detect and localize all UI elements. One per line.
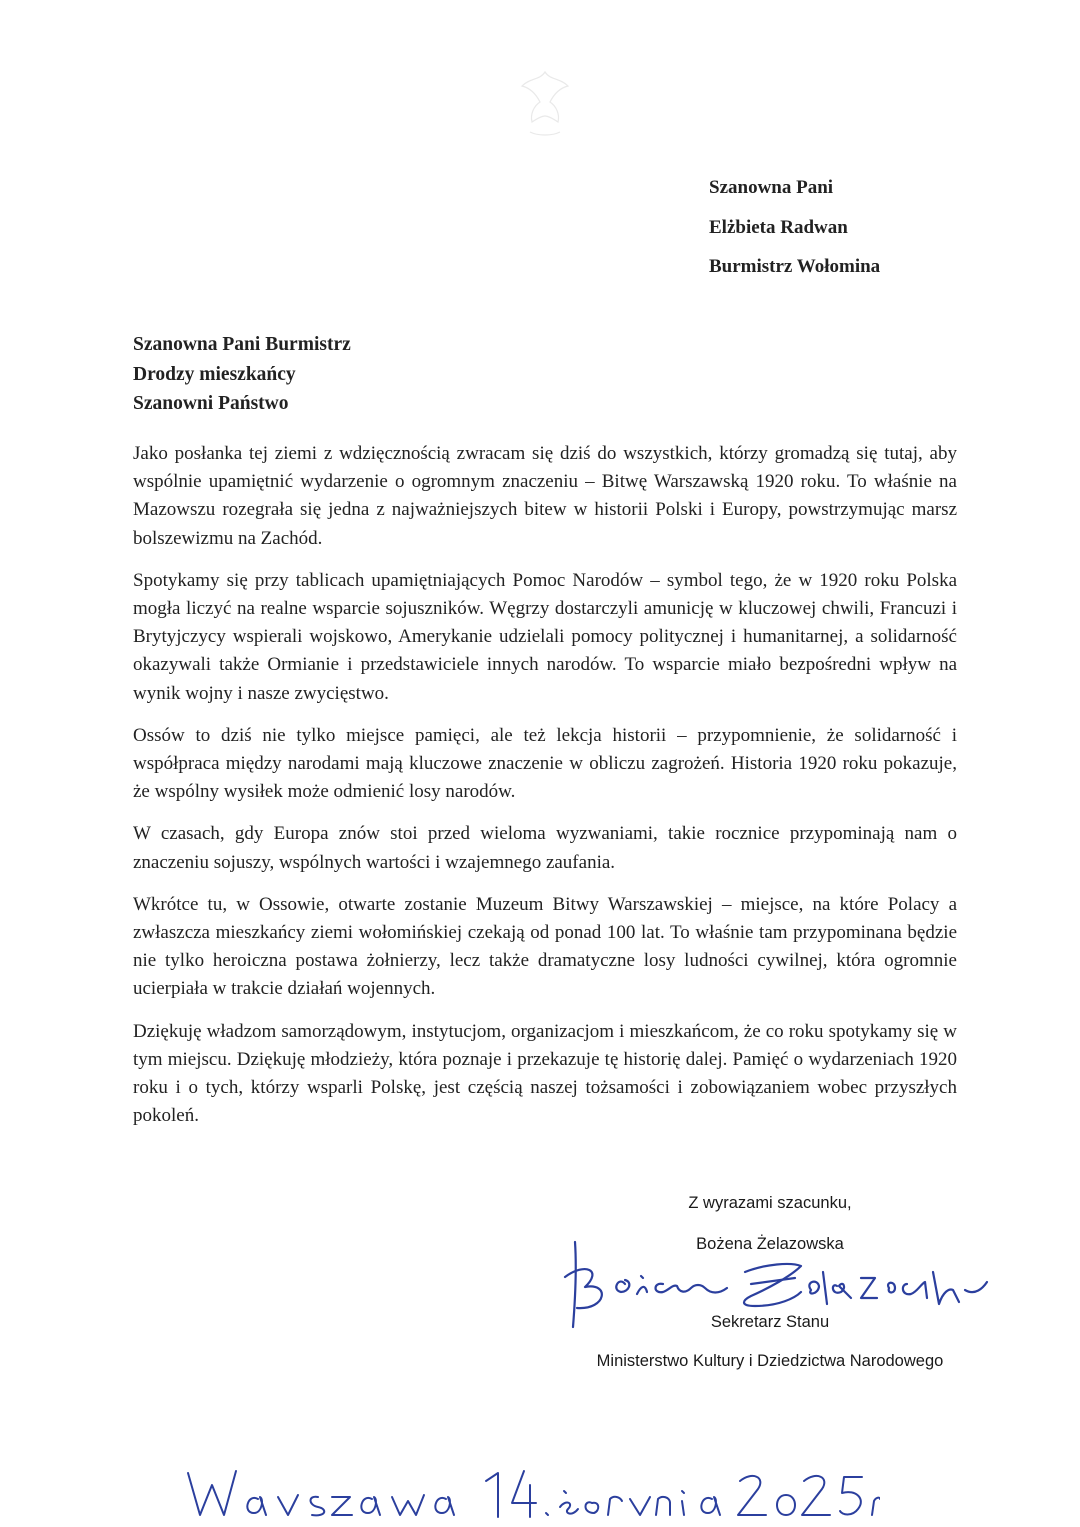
ministry-name: Ministerstwo Kultury i Dziedzictwa Narodowego — [596, 1352, 944, 1370]
recipient-line-1: Szanowna Pani — [709, 177, 834, 198]
signatory-name: Bożena Żelazowska — [696, 1235, 844, 1253]
recipient-line-3: Burmistrz Wołomina — [709, 256, 881, 277]
closing-regards: Z wyrazami szacunku, — [688, 1194, 852, 1212]
signatory-position: Sekretarz Stanu — [710, 1313, 830, 1331]
salutation-line-2: Drodzy mieszkańcy — [133, 363, 296, 385]
body-paragraph: W czasach, gdy Europa znów stoi przed wieloma wyzwaniami, takie rocznice przypominają nam o znaczeniu sojuszy, wspólnych wartości i wzajemnego zaufania. — [133, 823, 957, 873]
letter-body — [133, 440, 957, 1144]
salutation — [133, 330, 351, 419]
eagle-emblem-icon — [500, 60, 590, 150]
handwritten-date — [180, 1455, 880, 1527]
body-paragraph: Jako posłanka tej ziemi z wdzięcznością zwracam się dziś do wszystkich, którzy gromadzą się tutaj, aby wspólnie upamiętnić wydarzenie o ogromnym znaczeniu – Bitwę Warszawską 1920 roku. To właśnie na Mazowszu rozegrała się jedna z najważniejszych bitew w historii Polski i Europy, powstrzymując marsz bolszewizmu na Zachód. — [133, 443, 957, 549]
body-paragraph: Ossów to dziś nie tylko miejsce pamięci, ale też lekcja historii – przypomnienie, że solidarność i współpraca między narodami mają kluczowe znaczenie w obliczu zagrożeń. Historia 1920 roku pokazuje, że wspólny wysiłek może odmienić losy narodów. — [133, 724, 957, 803]
body-paragraph: Dziękuję władzom samorządowym, instytucjom, organizacjom i mieszkańcom, że co roku spotykamy się w tym miejscu. Dziękuję młodzieży, która poznaje i przekazuje tę historię dalej. Pamięć o wydarzeniach 1920 roku i o tych, którzy wsparli Polskę, jest częścią naszej tożsamości i zobowiązaniem wobec przyszłych pokoleń. — [133, 1020, 957, 1127]
salutation-line-3: Szanowni Państwo — [133, 393, 289, 414]
recipient-line-2: Elżbieta Radwan — [709, 216, 848, 238]
salutation-line-1: Szanowna Pani Burmistrz — [133, 334, 351, 355]
recipient-address — [709, 168, 880, 287]
body-paragraph: Spotykamy się przy tablicach upamiętniających Pomoc Narodów – symbol tego, że w 1920 roku Polska mogła liczyć na realne wsparcie sojuszników. Węgrzy dostarczyli amunicję w kluczowej chwili, Francuzi i Brytyjczycy wspierali wojskowo, Amerykanie udzielali pomocy politycznej i humanitarnej, a solidarność okazywali także Ormianie i przedstawiciele innych narodów. To wsparcie miało bezpośredni wpływ na wynik wojny i nasze zwycięstwo. — [133, 569, 957, 704]
body-paragraph: Wkrótce tu, w Ossowie, otwarte zostanie Muzeum Bitwy Warszawskiej – miejsce, na które Polacy a zwłaszcza mieszkańcy ziemi wołomińskiej czekają od ponad 100 lat. To właśnie tam przypominana będzie nie tylko heroiczna postawa żołnierzy, lecz także dramatyczne losy ludności cywilnej, która ogromnie ucierpiała w trakcie działań wojennych. — [133, 893, 957, 1000]
